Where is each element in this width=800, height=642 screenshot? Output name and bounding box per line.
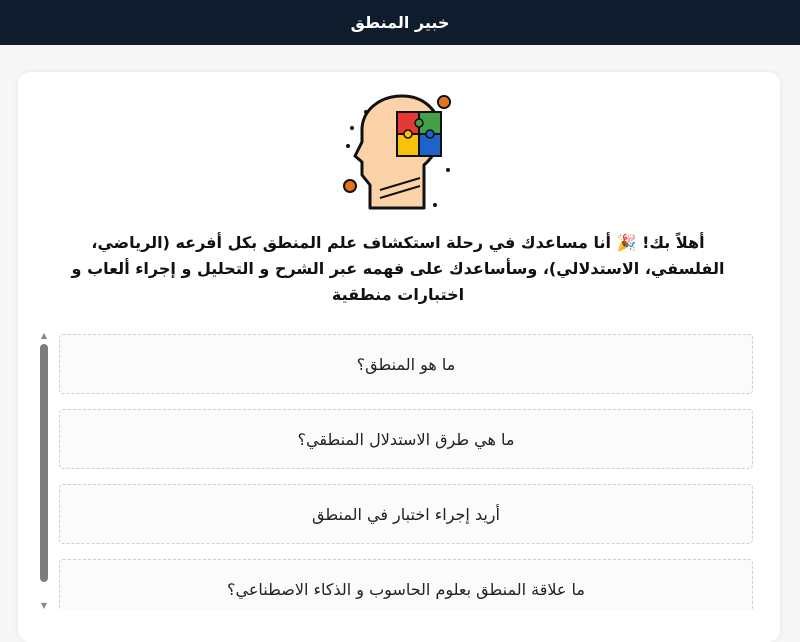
suggestions-scrollbar[interactable]: [38, 330, 50, 612]
scroll-down-arrow-icon[interactable]: ▼: [40, 601, 48, 610]
suggestions-list: [59, 334, 753, 610]
suggestion-take-test[interactable]: أريد إجراء اختبار في المنطق: [59, 484, 753, 544]
suggestion-what-is-logic[interactable]: ما هو المنطق؟: [59, 334, 753, 394]
chat-welcome-card: [18, 72, 780, 642]
suggestion-reasoning-methods[interactable]: ما هي طرق الاستدلال المنطقي؟: [59, 409, 753, 469]
app-title: خبير المنطق: [350, 13, 450, 32]
scrollbar-thumb[interactable]: [40, 344, 48, 582]
brain-puzzle-head-icon: [340, 90, 460, 215]
app-header: [0, 0, 800, 45]
scroll-up-arrow-icon[interactable]: ▲: [40, 331, 48, 340]
suggestion-logic-computing-ai[interactable]: ما علاقة المنطق بعلوم الحاسوب و الذكاء الاصطناعي؟: [59, 559, 753, 610]
welcome-message: أهلاً بك! 🎉 أنا مساعدك في رحلة استكشاف علم المنطق بكل أفرعه (الرياضي، الفلسفي، الاستدلالي)، وسأساعدك على فهمه عبر الشرح و التحليل و إجراء ألعاب و اختبارات منطقية: [71, 233, 725, 304]
